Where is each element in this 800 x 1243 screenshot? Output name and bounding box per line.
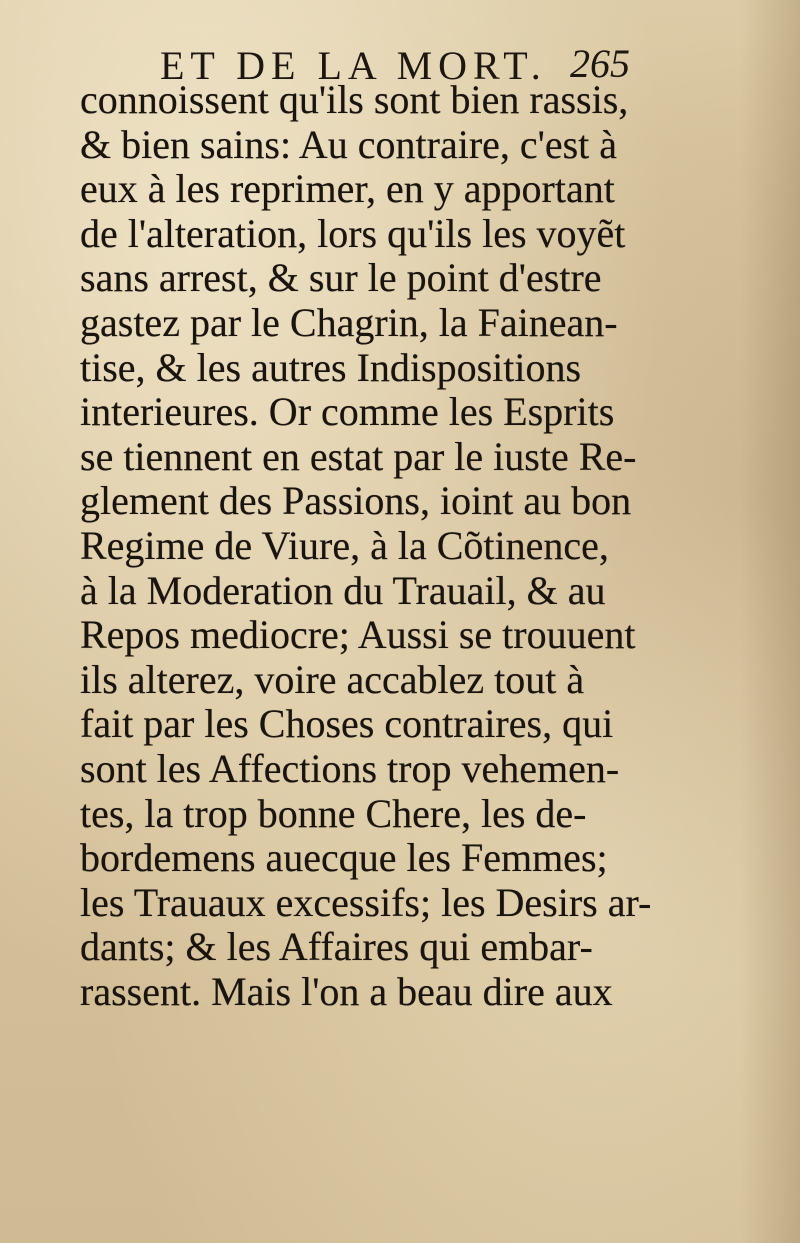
text-line: glement des Passions, ioint au bon: [80, 478, 632, 524]
text-line: les Trauaux excessifs; les Desirs ar-: [80, 879, 652, 925]
text-line: à la Moderation du Trauail, & au: [80, 567, 606, 613]
text-line: gastez par le Chagrin, la Fainean-: [80, 299, 618, 345]
text-line: sans arrest, & sur le point d'estre: [80, 255, 602, 301]
text-line: interieures. Or comme les Esprits: [80, 389, 615, 435]
text-line: connoissent qu'ils sont bien rassis,: [80, 77, 629, 122]
page-edge-shadow: [740, 0, 800, 1243]
text-line: fait par les Choses contraires, qui: [80, 701, 614, 747]
text-line: se tiennent en estat par le iuste Re-: [80, 433, 637, 479]
page-number: 265: [570, 41, 630, 86]
running-head: ET DE LA MORT.: [160, 43, 547, 88]
body-text: [80, 78, 670, 1014]
text-line: de l'alteration, lors qu'ils les voyẽt: [80, 210, 626, 256]
text-line: tes, la trop bonne Chere, les de-: [80, 790, 587, 836]
text-line: eux à les reprimer, en y apportant: [80, 166, 615, 212]
text-line: tise, & les autres Indispositions: [80, 344, 582, 390]
text-line: Regime de Viure, à la Cõtinence,: [80, 522, 609, 568]
text-line: & bien sains: Au contraire, c'est à: [80, 121, 618, 167]
text-line: ils alterez, voire accablez tout à: [80, 656, 585, 702]
text-line: Repos mediocre; Aussi se trouuent: [80, 612, 636, 658]
text-line: sont les Affections trop vehemen-: [80, 745, 620, 791]
text-line: rassent. Mais l'on a beau dire aux: [80, 968, 613, 1014]
text-line: bordemens auecque les Femmes;: [80, 835, 608, 881]
text-line: dants; & les Affaires qui embar-: [80, 924, 593, 970]
